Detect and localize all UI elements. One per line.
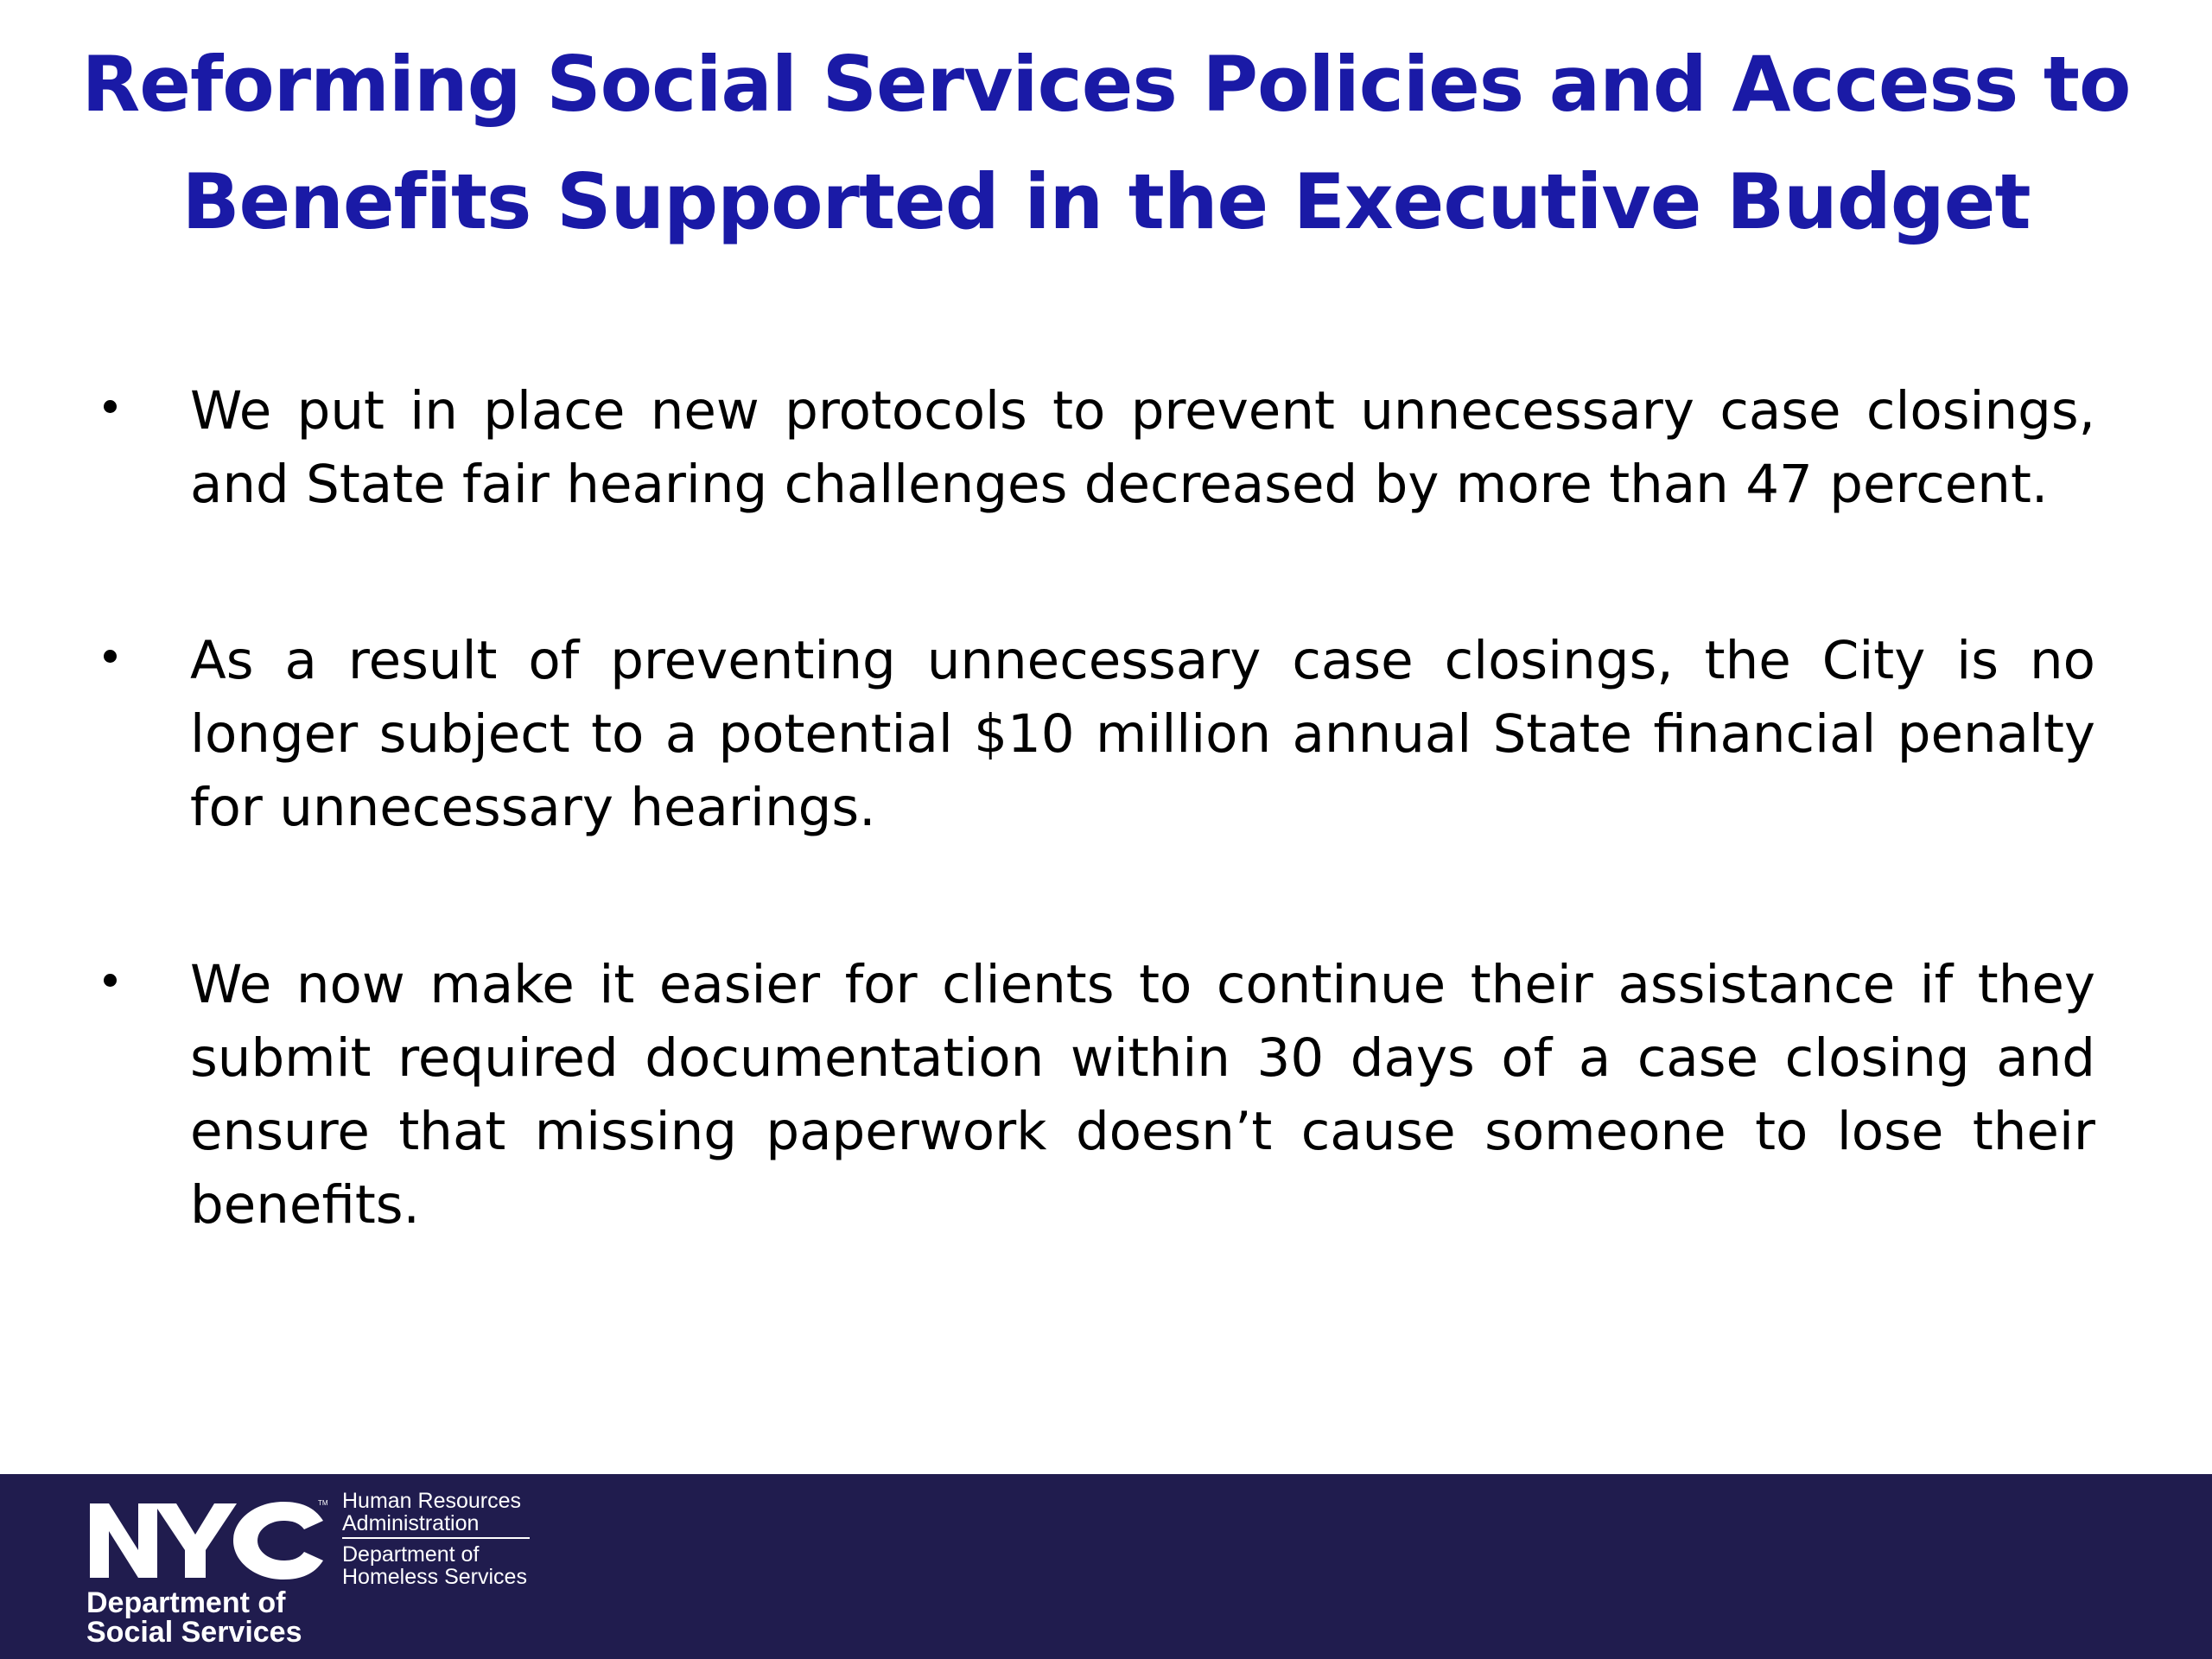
- footer-bar: [0, 1474, 2212, 1659]
- agency-name: Human Resources Administration: [342, 1489, 522, 1535]
- svg-text:TM: TM: [318, 1499, 328, 1507]
- slide-title: Reforming Social Services Policies and Access to Benefits Supported in the Executive Budget: [81, 40, 2131, 246]
- bullet-text: As a result of preventing unnecessary case closings, the City is no longer subject to a potential $10 million annual State financial penalty for unnecessary hearings.: [190, 630, 2095, 838]
- department-name: Department of Social Services: [86, 1586, 302, 1649]
- bullet-icon: [104, 400, 117, 413]
- bullet-icon: [104, 650, 117, 663]
- agency-name: Department of Homeless Services: [342, 1542, 527, 1589]
- bullet-text: We now make it easier for clients to continue their assistance if they submit required documentation within 30 days of a case closing and ensure that missing paperwork doesn’t cause someone to lose their benefits.: [190, 954, 2095, 1236]
- bullet-icon: [104, 974, 117, 987]
- bullet-text: We put in place new protocols to prevent unnecessary case closings, and State fair hearing challenges decreased by more than 47 percent.: [190, 380, 2095, 515]
- divider: [342, 1537, 530, 1539]
- nyc-logo: [88, 1497, 328, 1583]
